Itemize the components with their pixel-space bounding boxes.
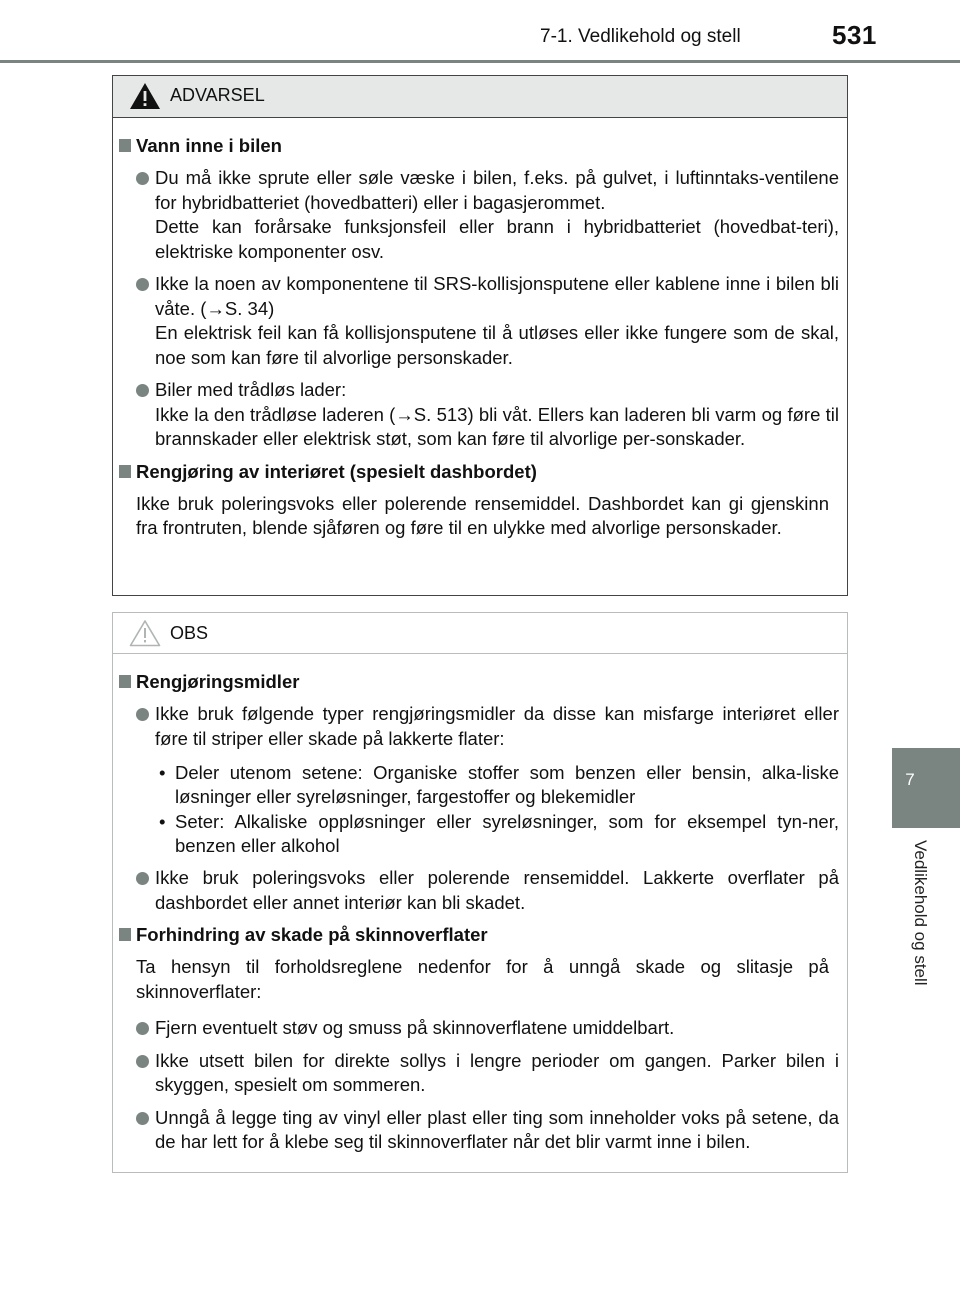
- caution-label: OBS: [170, 623, 209, 643]
- square-bullet-icon: [119, 465, 131, 478]
- warning-section-heading: Rengjøring av interiøret (spesielt dashbordet): [119, 460, 839, 484]
- list-item: Unngå å legge ting av vinyl eller plast eller ting som inneholder voks på setene, da de har lett for å klebe seg til skinnoverflater når det blir varmt inne i bilen.: [119, 1106, 839, 1155]
- warning-label: ADVARSEL: [170, 85, 265, 105]
- sub-list-item: • Seter: Alkaliske oppløsninger eller syreløsninger, som for eksempel tyn-ner, benzen eller alkohol: [159, 811, 839, 856]
- list-item: Ikke utsett bilen for direkte sollys i lengre perioder om gangen. Parker bilen i skyggen, spesielt om sommeren.: [119, 1049, 839, 1098]
- list-item: Biler med trådløs lader: Ikke la den trådløse laderen (→S. 513) bli våt. Ellers kan laderen bli varm og føre til brannskader eller elektrisk støt, som kan føre til alvorlige per-sonskader.: [119, 378, 839, 452]
- list-item: Fjern eventuelt støv og smuss på skinnoverflatene umiddelbart.: [119, 1016, 839, 1041]
- circle-bullet-icon: [136, 708, 149, 721]
- circle-bullet-icon: [136, 278, 149, 291]
- header-rule: [0, 60, 960, 63]
- circle-bullet-icon: [136, 1055, 149, 1068]
- chapter-number: 7: [905, 770, 915, 789]
- caution-section-heading: Forhindring av skade på skinnoverflater: [119, 923, 839, 947]
- warning-section-heading: Vann inne i bilen: [119, 134, 839, 158]
- caution-box: [112, 612, 848, 1173]
- caution-box-header: [113, 613, 847, 654]
- list-item: Du må ikke sprute eller søle væske i bilen, f.eks. på gulvet, i luftinntaks-ventilene for hybridbatteriet (hovedbatteri) eller i bagasjerommet. Dette kan forårsake funksjonsfeil eller brann i hybridbatteriet (hovedbat-teri), elektriske komponenter osv.: [119, 166, 839, 264]
- warning-box-header: [113, 76, 847, 118]
- caution-triangle-icon: [129, 619, 161, 647]
- circle-bullet-icon: [136, 1112, 149, 1125]
- square-bullet-icon: [119, 139, 131, 152]
- circle-bullet-icon: [136, 384, 149, 397]
- square-bullet-icon: [119, 675, 131, 688]
- caution-section-heading: Rengjøringsmidler: [119, 670, 839, 694]
- page-number: 531: [832, 20, 877, 50]
- paragraph: Ikke bruk poleringsvoks eller polerende rensemiddel. Dashbordet kan gi gjenskinn fra frontruten, blende sjåføren og føre til en ulykke med alvorlige personskader.: [136, 492, 829, 538]
- circle-bullet-icon: [136, 872, 149, 885]
- warning-box: [112, 75, 848, 596]
- warning-triangle-icon: [129, 82, 161, 110]
- sub-list-item: • Deler utenom setene: Organiske stoffer som benzen eller bensin, alka-liske løsninger eller syreløsninger, fargestoffer og blekemidler: [159, 762, 839, 807]
- list-item: Ikke la noen av komponentene til SRS-kollisjonsputene eller kablene inne i bilen bli våte. (→S. 34) En elektrisk feil kan få kollisjonsputene til å utløses eller ikke fungere som de skal, noe som kan føre til alvorlige personskader.: [119, 272, 839, 370]
- paragraph: Ta hensyn til forholdsreglene nedenfor for å unngå skade og slitasje på skinnoverflater:: [136, 956, 829, 1002]
- list-item: Ikke bruk følgende typer rengjøringsmidler da disse kan misfarge interiøret eller føre til striper eller skade på lakkerte flater:: [119, 702, 839, 751]
- list-item: Ikke bruk poleringsvoks eller polerende rensemiddel. Lakkerte overflater på dashbordet eller annet interiør kan bli skadet.: [119, 866, 839, 915]
- square-bullet-icon: [119, 928, 131, 941]
- circle-bullet-icon: [136, 172, 149, 185]
- section-title: 7-1. Vedlikehold og stell: [540, 26, 741, 47]
- circle-bullet-icon: [136, 1022, 149, 1035]
- chapter-label: Vedlikehold og stell: [911, 840, 930, 986]
